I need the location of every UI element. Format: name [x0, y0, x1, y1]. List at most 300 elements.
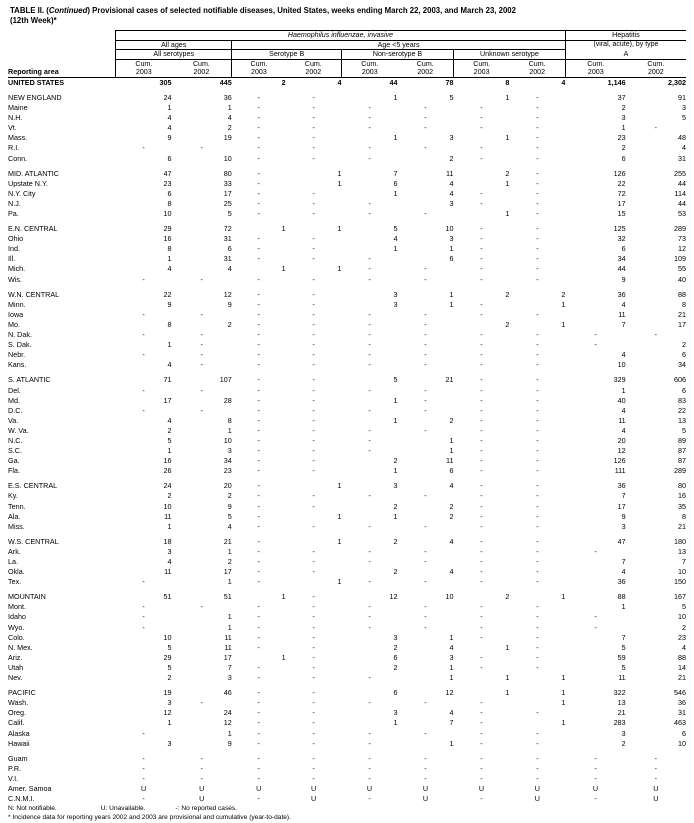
row-label: Mass.	[8, 133, 28, 143]
cell-value: 2	[621, 103, 626, 113]
cell-value: 37	[617, 92, 626, 102]
cell-value: 78	[445, 77, 454, 87]
table-row	[8, 567, 686, 577]
table-row	[8, 673, 686, 683]
cell-value: -	[480, 753, 483, 763]
cell-value: -	[480, 234, 483, 244]
cell-value: -	[536, 511, 539, 521]
cell-value: -	[536, 103, 539, 113]
cell-value: -	[480, 360, 483, 370]
header-unknown-serotype: Unknown serotype	[453, 50, 565, 60]
cell-value: 2	[167, 673, 172, 683]
cell-value: 289	[674, 224, 686, 234]
cell-value: 1	[227, 546, 232, 556]
cell-value: -	[368, 425, 371, 435]
cell-value: 12	[223, 289, 232, 299]
cell-value: 1	[167, 340, 172, 350]
cell-value: -	[200, 385, 203, 395]
table-row	[8, 416, 686, 426]
table-row	[8, 764, 686, 774]
cell-value: 1	[227, 622, 232, 632]
header-cum-8-line2: 2002	[509, 68, 565, 77]
cell-value: 4	[449, 536, 454, 546]
cell-value: -	[536, 435, 539, 445]
row-label: Minn.	[8, 299, 26, 309]
cell-value: -	[536, 123, 539, 133]
cell-value: -	[480, 763, 483, 773]
header-hepatitis-subtitle: (viral, acute), by type	[565, 40, 686, 50]
cell-value: 5	[167, 435, 172, 445]
cell-value: -	[257, 274, 260, 284]
row-label: Upstate N.Y.	[8, 178, 48, 188]
cell-value: 3	[393, 289, 398, 299]
cell-value: 10	[223, 435, 232, 445]
cell-value: -	[312, 773, 315, 783]
cell-value: -	[536, 763, 539, 773]
row-label: Kans.	[8, 360, 27, 370]
cell-value: -	[312, 592, 315, 602]
cell-value: -	[480, 738, 483, 748]
cell-value: 2	[393, 567, 398, 577]
cell-value: U	[310, 783, 317, 793]
cell-value: 4	[682, 642, 686, 652]
cell-value: 1	[449, 244, 454, 254]
cell-value: 16	[678, 491, 686, 501]
cell-value: -	[536, 738, 539, 748]
row-label: Miss.	[8, 521, 25, 531]
cell-value: -	[480, 511, 483, 521]
header-cum-1-line1: Cum.	[116, 59, 172, 68]
cell-value: -	[142, 728, 145, 738]
row-label: W. Va.	[8, 425, 29, 435]
cell-value: -	[257, 133, 260, 143]
cell-value: -	[594, 794, 597, 804]
header-hepatitis-label: Hepatitis	[612, 31, 640, 40]
cell-value: -	[424, 405, 427, 415]
cell-value: 91	[678, 92, 686, 102]
cell-value: -	[312, 385, 315, 395]
cell-value: 12	[617, 446, 626, 456]
cell-value: 2	[505, 289, 510, 299]
table-row	[8, 103, 686, 113]
cell-value: 4	[227, 264, 232, 274]
cell-value: -	[480, 652, 483, 662]
cell-value: 21	[678, 309, 686, 319]
cell-value: 1	[337, 264, 342, 274]
row-label: Colo.	[8, 632, 25, 642]
cell-value: -	[654, 753, 658, 763]
table-row	[8, 254, 686, 264]
cell-value: 5	[227, 511, 232, 521]
cell-value: 1	[393, 415, 398, 425]
cell-value: -	[200, 340, 203, 350]
cell-value: 2	[227, 123, 232, 133]
header-row-cum-top	[8, 59, 686, 68]
cell-value: U	[256, 783, 262, 793]
cell-value: 1	[449, 299, 454, 309]
cell-value: -	[536, 375, 539, 385]
cell-value: -	[480, 274, 483, 284]
cell-value: -	[480, 254, 483, 264]
row-label: Guam	[8, 753, 28, 763]
cell-value: -	[312, 360, 315, 370]
table-row	[8, 426, 686, 436]
header-cum-10-line1: Cum.	[647, 59, 665, 68]
cell-value: -	[142, 612, 145, 622]
cell-value: -	[368, 728, 371, 738]
row-label: Tex.	[8, 577, 22, 587]
cell-value: -	[312, 521, 315, 531]
cell-value: -	[480, 481, 483, 491]
row-label: N.Y. City	[8, 188, 36, 198]
cell-value: 1	[449, 435, 454, 445]
row-label: N.H.	[8, 113, 23, 123]
table-row	[8, 612, 686, 622]
cell-value: -	[312, 632, 315, 642]
table-row	[8, 739, 686, 749]
cell-value: 1	[393, 244, 398, 254]
cell-value: 9	[621, 511, 626, 521]
cell-value: 23	[617, 133, 626, 143]
cell-value: -	[594, 340, 597, 350]
table-row	[8, 77, 686, 88]
cell-value: 2	[561, 289, 566, 299]
cell-value: -	[536, 395, 539, 405]
cell-value: -	[312, 289, 315, 299]
cell-value: -	[654, 763, 658, 773]
header-cum-6-line2: 2002	[398, 68, 454, 77]
table-row	[8, 199, 686, 209]
cell-value: 1	[449, 738, 454, 748]
cell-value: 1	[227, 425, 232, 435]
cell-value: U	[478, 783, 485, 793]
cell-value: -	[424, 728, 427, 738]
cell-value: 3	[167, 738, 172, 748]
cell-value: -	[480, 340, 483, 350]
cell-value: 12	[389, 592, 398, 602]
cell-value: -	[536, 274, 539, 284]
cell-value: -	[536, 415, 539, 425]
cell-value: 17	[617, 198, 626, 208]
cell-value: -	[480, 405, 483, 415]
cell-value: -	[536, 425, 539, 435]
header-cum-6-line1: Cum.	[416, 59, 434, 68]
footnote-dash: -: No reported cases.	[175, 805, 238, 813]
cell-value: -	[142, 350, 145, 360]
cell-value: U	[534, 794, 540, 804]
cell-value: -	[368, 198, 371, 208]
cell-value: 6	[682, 350, 686, 360]
cell-value: 17	[223, 567, 232, 577]
cell-value: -	[480, 113, 483, 123]
row-label: C.N.M.I.	[8, 794, 35, 804]
cell-value: -	[368, 557, 371, 567]
cell-value: 17	[223, 652, 232, 662]
cell-value: 6	[449, 466, 454, 476]
cell-value: -	[536, 622, 539, 632]
cell-value: 34	[678, 360, 686, 370]
cell-value: 4	[167, 557, 172, 567]
cell-value: 1	[337, 178, 342, 188]
cell-value: 88	[678, 652, 686, 662]
cell-value: 2	[393, 456, 398, 466]
cell-value: -	[480, 773, 483, 783]
table-row	[8, 577, 686, 587]
cell-value: -	[424, 123, 427, 133]
cell-value: 31	[223, 234, 232, 244]
cell-value: -	[536, 330, 539, 340]
cell-value: -	[536, 536, 539, 546]
cell-value: -	[536, 501, 539, 511]
cell-value: 7	[621, 632, 626, 642]
cell-value: -	[368, 264, 371, 274]
cell-value: -	[257, 209, 260, 219]
cell-value: -	[424, 612, 427, 622]
row-label: Utah	[8, 662, 24, 672]
cell-value: 2	[682, 340, 686, 350]
cell-value: -	[257, 763, 260, 773]
cell-value: 4	[621, 567, 626, 577]
row-label: W.S. CENTRAL	[8, 536, 59, 546]
cell-value: -	[424, 753, 427, 763]
cell-value: -	[312, 642, 315, 652]
cell-value: 4	[449, 178, 454, 188]
cell-value: 3	[393, 708, 398, 718]
cell-value: -	[536, 234, 539, 244]
cell-value: 8	[682, 299, 686, 309]
row-label: Md.	[8, 395, 20, 405]
cell-value: -	[480, 521, 483, 531]
cell-value: 1	[449, 289, 454, 299]
cell-value: -	[257, 198, 260, 208]
cell-value: 1	[505, 642, 510, 652]
row-label: D.C.	[8, 405, 23, 415]
cell-value: 4	[167, 264, 172, 274]
cell-value: 9	[167, 299, 172, 309]
cell-value: 4	[449, 567, 454, 577]
header-row-age	[8, 40, 686, 50]
cell-value: -	[480, 718, 483, 728]
cell-value: -	[312, 708, 315, 718]
row-label: Vt.	[8, 123, 17, 133]
header-cum-3-line2: 2003	[232, 68, 286, 77]
cell-value: -	[200, 360, 203, 370]
cell-value: -	[257, 405, 260, 415]
cell-value: 6	[449, 254, 454, 264]
cell-value: 1	[505, 673, 510, 683]
cell-value: 2	[281, 77, 286, 87]
cell-value: -	[200, 350, 203, 360]
cell-value: 125	[613, 224, 626, 234]
row-label: Wash.	[8, 698, 29, 708]
cell-value: -	[257, 415, 260, 425]
cell-value: -	[257, 557, 260, 567]
cell-value: 5	[449, 92, 454, 102]
page-title	[10, 6, 686, 26]
cell-value: 4	[167, 360, 172, 370]
cell-value: -	[368, 385, 371, 395]
table-row	[8, 663, 686, 673]
cell-value: 11	[164, 567, 172, 577]
cell-value: 1,146	[607, 77, 626, 87]
row-label: Ga.	[8, 456, 20, 466]
cell-value: -	[142, 577, 145, 587]
cell-value: -	[142, 405, 145, 415]
cell-value: -	[257, 738, 260, 748]
cell-value: -	[424, 557, 427, 567]
cell-value: -	[424, 319, 427, 329]
cell-value: 10	[223, 153, 232, 163]
cell-value: -	[312, 652, 315, 662]
cell-value: 1	[167, 521, 172, 531]
cell-value: -	[257, 491, 260, 501]
cell-value: 2	[621, 143, 626, 153]
row-label: Wis.	[8, 274, 22, 284]
cell-value: -	[536, 209, 539, 219]
cell-value: -	[312, 340, 315, 350]
cell-value: -	[480, 577, 483, 587]
cell-value: -	[480, 435, 483, 445]
table-row	[8, 224, 686, 234]
row-label: E.S. CENTRAL	[8, 481, 58, 491]
cell-value: 1	[621, 123, 626, 133]
cell-value: 2	[227, 319, 232, 329]
cell-value: -	[424, 209, 427, 219]
table-row	[8, 466, 686, 476]
cell-value: 8	[167, 319, 172, 329]
cell-value: 2	[449, 415, 454, 425]
cell-value: -	[257, 794, 260, 804]
row-label: P.R.	[8, 763, 22, 773]
cell-value: -	[312, 557, 315, 567]
cell-value: -	[480, 375, 483, 385]
cell-value: -	[257, 395, 260, 405]
cell-value: -	[368, 330, 371, 340]
cell-value: 2	[505, 592, 510, 602]
cell-value: 13	[617, 698, 626, 708]
cell-value: -	[142, 794, 145, 804]
cell-value: 11	[618, 309, 626, 319]
cell-value: -	[257, 456, 260, 466]
cell-value: -	[368, 123, 371, 133]
cell-value: -	[480, 567, 483, 577]
cell-value: 2	[505, 168, 510, 178]
cell-value: 3	[227, 446, 232, 456]
cell-value: -	[536, 642, 539, 652]
cell-value: -	[257, 612, 260, 622]
cell-value: 1	[621, 385, 626, 395]
cell-value: 4	[167, 415, 172, 425]
cell-value: 55	[678, 264, 686, 274]
cell-value: 51	[163, 592, 172, 602]
cell-value: -	[368, 350, 371, 360]
cell-value: -	[536, 632, 539, 642]
cell-value: -	[142, 622, 145, 632]
cell-value: 2,302	[668, 77, 686, 87]
cell-value: -	[142, 763, 145, 773]
cell-value: -	[480, 385, 483, 395]
cell-value: -	[257, 153, 260, 163]
table-row	[8, 189, 686, 199]
table-row	[8, 234, 686, 244]
cell-value: U	[310, 794, 317, 804]
cell-value: 12	[678, 244, 686, 254]
cell-value: 5	[167, 642, 172, 652]
cell-value: -	[594, 773, 597, 783]
cell-value: -	[536, 254, 539, 264]
title-line2: (12th Week)*	[10, 16, 57, 26]
cell-value: 59	[617, 652, 626, 662]
cell-value: -	[480, 466, 483, 476]
cell-value: -	[257, 577, 260, 587]
cell-value: 87	[678, 456, 686, 466]
cell-value: 83	[678, 395, 686, 405]
cell-value: 36	[223, 92, 232, 102]
table-row	[8, 522, 686, 532]
table-row	[8, 396, 686, 406]
cell-value: 1	[227, 103, 232, 113]
cell-value: 31	[678, 153, 686, 163]
cell-value: 51	[223, 592, 232, 602]
cell-value: 1	[621, 602, 626, 612]
row-label: N. Mex.	[8, 642, 33, 652]
row-label: N.J.	[8, 198, 21, 208]
cell-value: -	[368, 309, 371, 319]
cell-value: 11	[618, 415, 626, 425]
cell-value: -	[257, 360, 260, 370]
cell-value: -	[142, 602, 145, 612]
table-row	[8, 133, 686, 143]
cell-value: 4	[621, 350, 626, 360]
cell-value: 21	[678, 521, 686, 531]
cell-value: 40	[617, 395, 626, 405]
cell-value: -	[480, 546, 483, 556]
cell-value: 109	[674, 254, 686, 264]
cell-value: -	[257, 688, 260, 698]
cell-value: -	[536, 113, 539, 123]
cell-value: 1	[337, 168, 342, 178]
cell-value: 24	[163, 92, 172, 102]
cell-value: 6	[167, 188, 172, 198]
cell-value: 322	[613, 688, 626, 698]
cell-value: -	[424, 698, 427, 708]
cell-value: -	[200, 309, 203, 319]
cell-value: -	[257, 446, 260, 456]
cell-value: 10	[678, 612, 686, 622]
cell-value: 88	[678, 289, 686, 299]
cell-value: 114	[674, 188, 686, 198]
cell-value: -	[480, 395, 483, 405]
cell-value: 80	[678, 481, 686, 491]
cell-value: -	[480, 728, 483, 738]
cell-value: -	[480, 632, 483, 642]
cell-value: 7	[682, 557, 686, 567]
table-row	[8, 456, 686, 466]
header-non-serotype-b: Non-serotype B	[342, 50, 454, 60]
cell-value: -	[536, 612, 539, 622]
cell-value: 3	[449, 133, 454, 143]
cell-value: 12	[163, 708, 172, 718]
cell-value: 1	[227, 577, 232, 587]
cell-value: 4	[337, 77, 342, 87]
cell-value: -	[257, 188, 260, 198]
cell-value: 8	[167, 198, 172, 208]
cell-value: -	[368, 435, 371, 445]
cell-value: 3	[621, 728, 626, 738]
cell-value: -	[536, 340, 539, 350]
table-row	[8, 436, 686, 446]
cell-value: -	[312, 763, 315, 773]
